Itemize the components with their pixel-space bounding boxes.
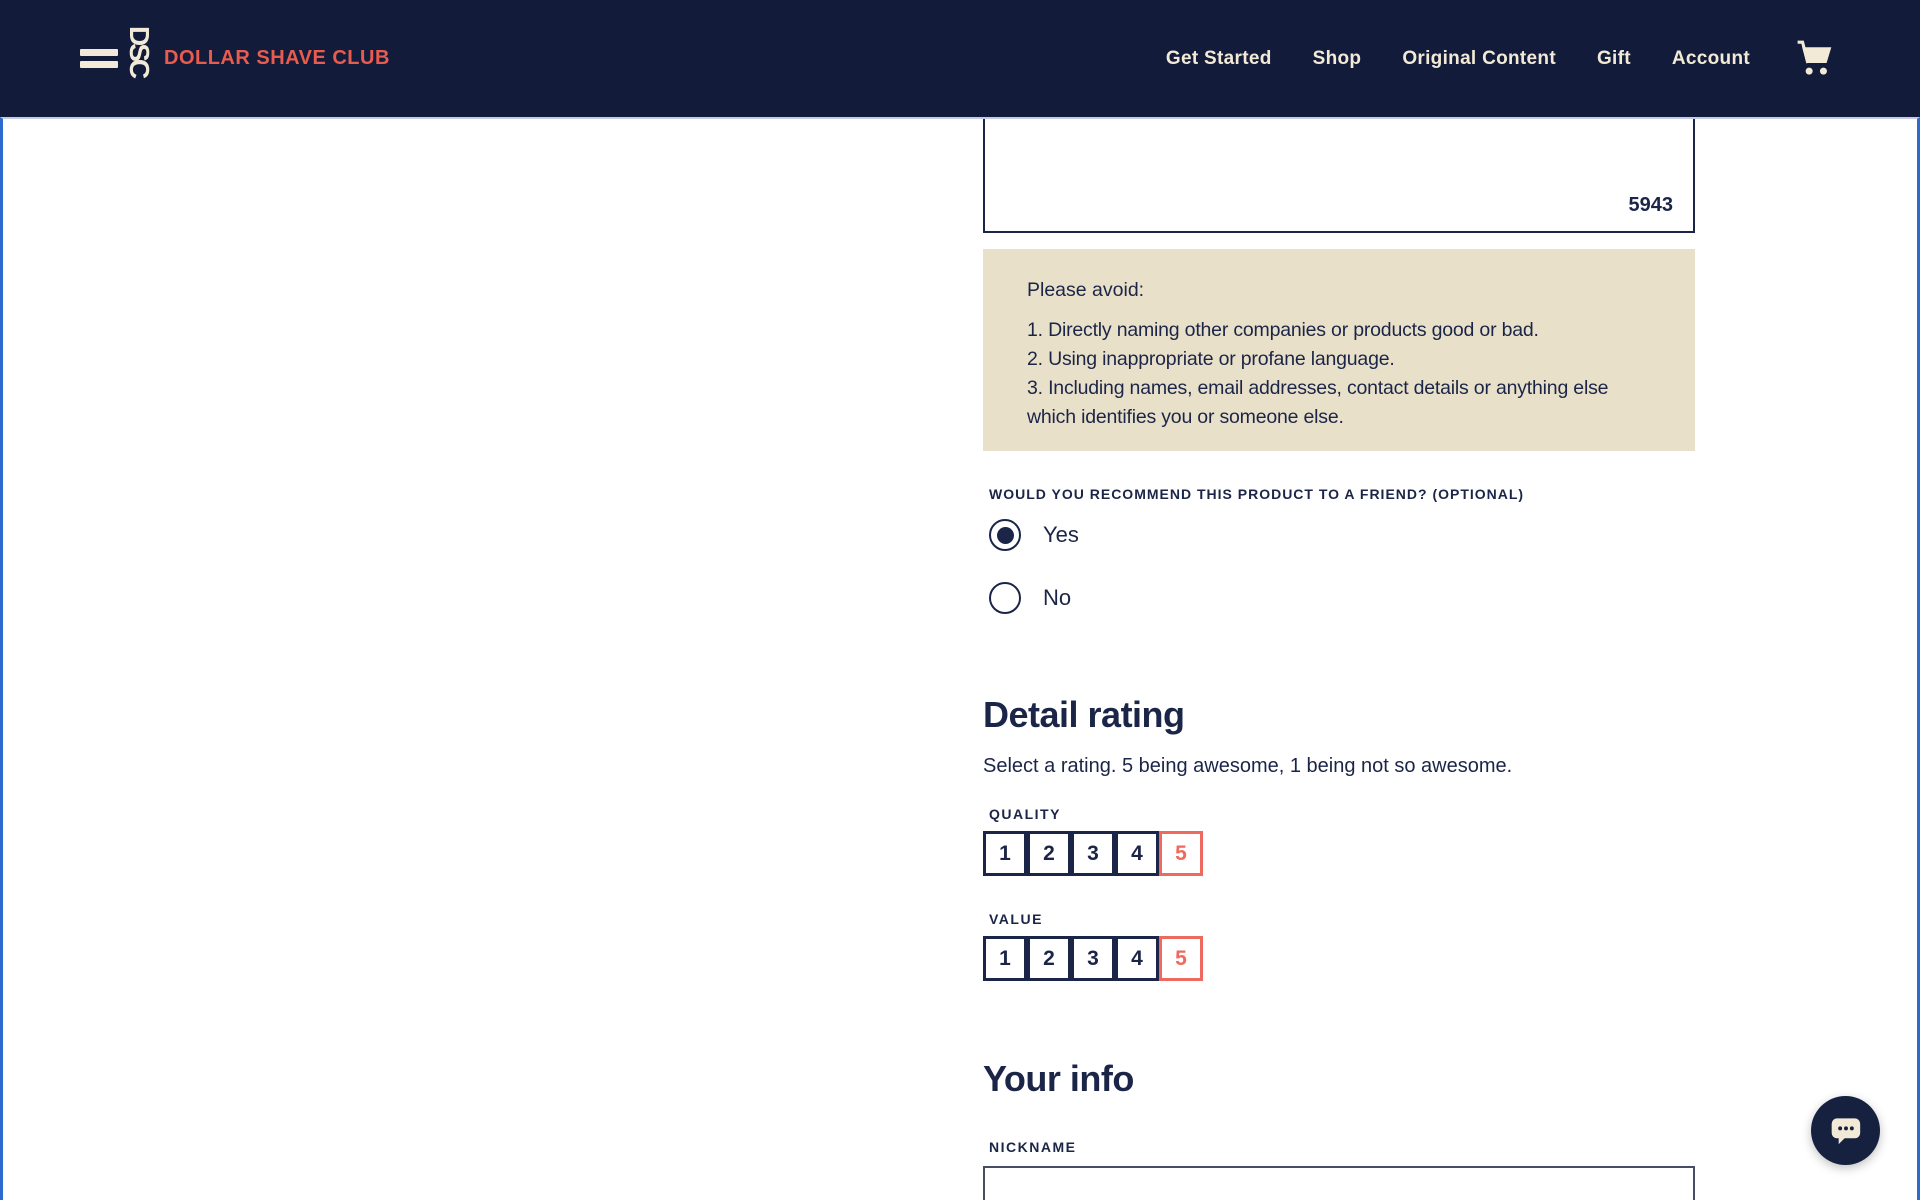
radio-label: No	[1043, 585, 1072, 610]
nickname-input[interactable]	[983, 1166, 1695, 1200]
dsc-logo[interactable]: DSC	[124, 26, 155, 77]
value-rating-5[interactable]: 5	[1159, 936, 1203, 981]
guidelines-title: Please avoid:	[1027, 279, 1145, 301]
guidelines-box	[983, 249, 1695, 451]
radio-label: Yes	[1043, 522, 1079, 547]
hamburger-icon	[80, 61, 118, 68]
chat-launcher-button[interactable]	[1811, 1096, 1880, 1165]
main-nav	[1166, 0, 1835, 117]
value-rating-row	[983, 936, 1203, 981]
cart-button[interactable]	[1791, 38, 1835, 80]
nickname-label: NICKNAME	[989, 1139, 1077, 1155]
quality-label: QUALITY	[989, 806, 1061, 822]
quality-rating-3[interactable]: 3	[1071, 831, 1115, 876]
nav-shop[interactable]: Shop	[1312, 47, 1362, 69]
quality-rating-4[interactable]: 4	[1115, 831, 1159, 876]
value-label: VALUE	[989, 911, 1043, 927]
detail-rating-title: Detail rating	[983, 694, 1185, 735]
value-rating-3[interactable]: 3	[1071, 936, 1115, 981]
recommend-option-yes[interactable]	[989, 519, 1079, 551]
radio-unselected-icon[interactable]	[989, 582, 1021, 614]
header	[0, 0, 1920, 117]
quality-rating-2[interactable]: 2	[1027, 831, 1071, 876]
character-count: 5943	[1628, 194, 1673, 216]
detail-rating-subtitle: Select a rating. 5 being awesome, 1 being not so awesome.	[983, 755, 1513, 777]
recommend-question-label: WOULD YOU RECOMMEND THIS PRODUCT TO A FRIEND? (OPTIONAL)	[989, 486, 1525, 502]
hamburger-menu-button[interactable]	[80, 47, 120, 69]
value-rating-4[interactable]: 4	[1115, 936, 1159, 981]
chat-bubble-icon	[1827, 1113, 1865, 1149]
radio-selected-icon[interactable]	[989, 519, 1021, 551]
quality-rating-5[interactable]: 5	[1159, 831, 1203, 876]
guideline-item: 3. Including names, email addresses, contact details or anything else which identifies you or someone else.	[1027, 377, 1609, 428]
brand-wordmark[interactable]: DOLLAR SHAVE CLUB	[164, 47, 390, 69]
nav-get-started[interactable]: Get Started	[1165, 47, 1272, 69]
hamburger-icon	[80, 49, 118, 56]
nav-original-content[interactable]: Original Content	[1402, 47, 1556, 69]
your-info-title: Your info	[983, 1058, 1134, 1099]
cart-icon	[1791, 38, 1835, 80]
value-rating-1[interactable]: 1	[983, 936, 1027, 981]
recommend-option-no[interactable]	[989, 582, 1071, 614]
radio-dot	[997, 527, 1014, 544]
nav-account[interactable]: Account	[1671, 47, 1750, 69]
guideline-item: 2. Using inappropriate or profane language.	[1027, 348, 1395, 370]
value-rating-2[interactable]: 2	[1027, 936, 1071, 981]
quality-rating-1[interactable]: 1	[983, 831, 1027, 876]
guideline-item: 1. Directly naming other companies or products good or bad.	[1027, 319, 1539, 341]
nav-gift[interactable]: Gift	[1596, 47, 1631, 69]
quality-rating-row	[983, 831, 1203, 876]
